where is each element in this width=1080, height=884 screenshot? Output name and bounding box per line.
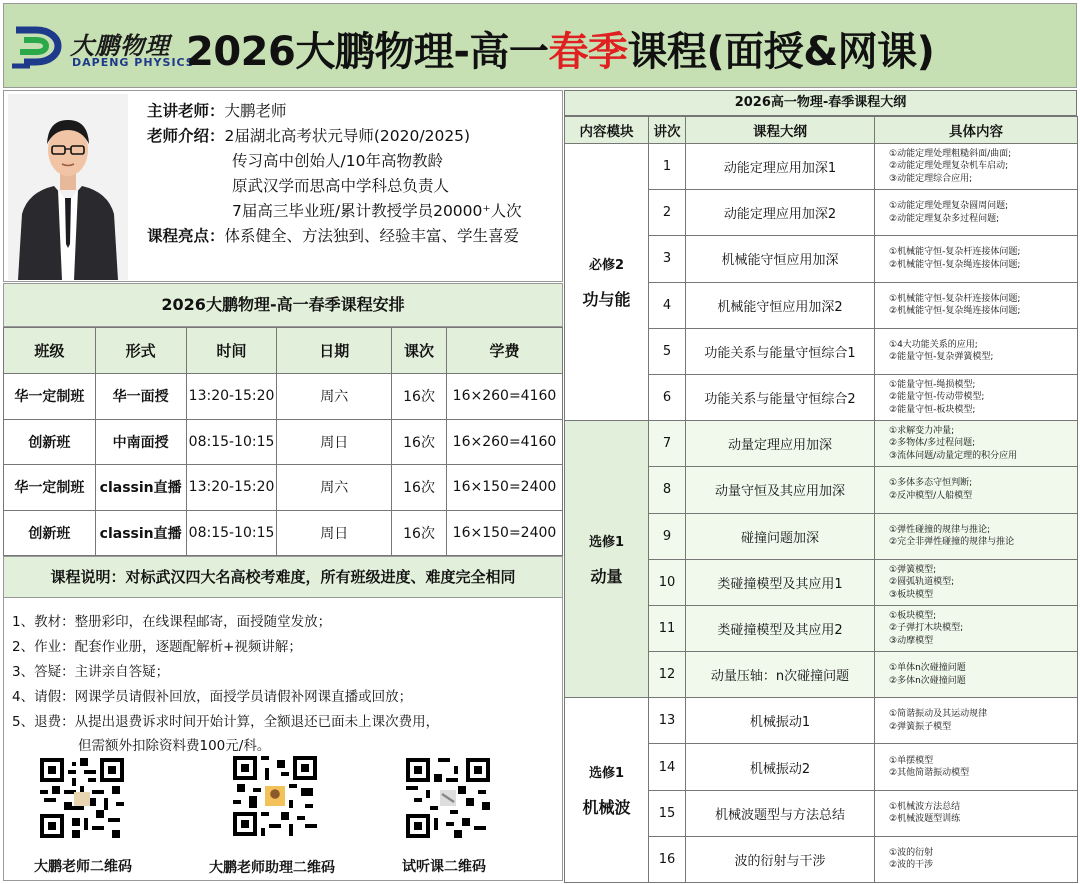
class-cell: 华一定制班 (4, 374, 96, 420)
content-item: ①求解变力冲量; (889, 425, 955, 436)
lesson-outline: 波的衍射与干涉 (686, 836, 875, 882)
teacher-intro-line-3: 原武汉学而思高中学科总负责人 (232, 177, 450, 195)
schedule-header-row (4, 328, 563, 374)
lesson-number: 1 (649, 144, 686, 190)
content-item: ①能量守恒-绳损模型; (889, 379, 976, 390)
module-name: 动量 (590, 567, 623, 587)
schedule-row (4, 465, 563, 511)
schedule-header-cell: 时间 (186, 328, 277, 374)
teacher-name-line (147, 99, 287, 121)
title-accent: 春季 (548, 29, 628, 75)
lesson-outline: 类碰撞模型及其应用2 (686, 605, 875, 651)
content-item: ①机械能守恒-复杂杆连接体问题; (889, 247, 1021, 258)
lesson-number: 5 (649, 328, 686, 374)
syllabus-table (564, 116, 1078, 883)
class-cell: 创新班 (4, 510, 96, 556)
content-item: ①机械波方法总结 (889, 801, 961, 812)
format-cell: classin直播 (95, 465, 186, 511)
sessions-cell: 16次 (392, 374, 447, 420)
content-item: ②机械能守恒-复杂绳连接体问题; (889, 259, 1021, 270)
lesson-outline: 动能定理应用加深1 (686, 144, 875, 190)
lesson-outline: 动能定理应用加深2 (686, 190, 875, 236)
time-cell: 08:15-10:15 (186, 419, 277, 465)
module-subtitle: 选修1 (588, 766, 625, 782)
teacher-name: 大鹏老师 (224, 102, 287, 120)
time-cell: 08:15-10:15 (186, 510, 277, 556)
content-item: ②其他简谐振动模型 (889, 768, 970, 779)
content-item: ①动能定理处理复杂圆周问题; (889, 201, 1009, 212)
module-name: 功与能 (582, 290, 631, 310)
sessions-cell: 16次 (392, 465, 447, 511)
content-item: ②多物体/多过程问题; (889, 438, 976, 449)
lesson-outline: 碰撞问题加深 (686, 513, 875, 559)
lesson-number: 14 (649, 744, 686, 790)
fee-cell: 16×150=2400 (447, 510, 563, 556)
lesson-content (875, 698, 1078, 744)
syllabus-header-cell: 课程大纲 (686, 117, 875, 144)
lesson-content (875, 144, 1078, 190)
content-item: ①板块模型; (889, 610, 937, 621)
schedule-title: 2026大鹏物理-高一春季课程安排 (3, 283, 563, 327)
content-item: ①波的衍射 (889, 847, 934, 858)
lesson-content (875, 467, 1078, 513)
fee-cell: 16×260=4160 (447, 374, 563, 420)
lesson-number: 16 (649, 836, 686, 882)
schedule-header-cell: 学费 (447, 328, 563, 374)
page-title (186, 20, 934, 77)
syllabus-row (565, 421, 1078, 467)
lesson-number: 13 (649, 698, 686, 744)
course-notes (3, 598, 563, 881)
lesson-content (875, 790, 1078, 836)
schedule-row (4, 374, 563, 420)
lesson-content (875, 744, 1078, 790)
content-item: ②反冲模型/人船模型 (889, 490, 973, 501)
qr-label: 试听课二维码 (402, 859, 486, 875)
teacher-intro-line-4: 7届高三毕业班/累计教授学员20000⁺人次 (232, 202, 522, 220)
content-item: ②动能定理处理复杂机车启动; (889, 161, 1009, 172)
content-item: ②能量守恒-复杂弹簧模型; (889, 352, 994, 363)
content-item: ②弹簧振子模型 (889, 721, 952, 732)
note-item: 3、答疑：主讲亲自答疑； (12, 664, 170, 680)
lesson-number: 11 (649, 605, 686, 651)
syllabus-header-cell: 讲次 (649, 117, 686, 144)
content-item: ①简谐振动及其运动规律 (889, 709, 988, 720)
module-cell (565, 421, 649, 698)
module-subtitle: 必修2 (588, 258, 625, 274)
day-cell: 周六 (277, 465, 392, 511)
schedule-header-cell: 日期 (277, 328, 392, 374)
fee-cell: 16×150=2400 (447, 465, 563, 511)
teacher-intro-text: 2届湖北高考状元导师(2020/2025) (224, 127, 471, 145)
note-item: 1、教材：整册彩印，在线课程邮寄，面授随堂发放； (12, 614, 332, 630)
lesson-outline: 机械振动1 (686, 698, 875, 744)
class-cell: 创新班 (4, 419, 96, 465)
lesson-content (875, 421, 1078, 467)
teacher-intro-line-1 (147, 124, 470, 146)
content-item: ①机械能守恒-复杂杆连接体问题; (889, 293, 1021, 304)
lesson-number: 4 (649, 282, 686, 328)
content-item: ②圆弧轨道模型; (889, 577, 955, 588)
note-item: 5、退费：从提出退费诉求时间开始计算，全额退还已面未上课次费用， (12, 714, 440, 730)
lesson-number: 6 (649, 374, 686, 420)
time-cell: 13:20-15:20 (186, 465, 277, 511)
teacher-intro-line-2: 传习高中创始人/10年高物教龄 (232, 152, 443, 170)
day-cell: 周日 (277, 510, 392, 556)
lesson-outline: 机械能守恒应用加深 (686, 236, 875, 282)
content-item: ②子弹打木块模型; (889, 623, 964, 634)
lesson-number: 7 (649, 421, 686, 467)
lesson-number: 15 (649, 790, 686, 836)
module-subtitle: 选修1 (588, 535, 625, 551)
note-item: 但需额外扣除资料费100元/科。 (78, 738, 271, 754)
teacher-name-label: 主讲老师： (147, 102, 225, 120)
content-item: ①弹性碰撞的规律与推论; (889, 524, 991, 535)
day-cell: 周六 (277, 374, 392, 420)
schedule-header-cell: 课次 (392, 328, 447, 374)
lesson-number: 3 (649, 236, 686, 282)
lesson-content (875, 190, 1078, 236)
lesson-number: 8 (649, 467, 686, 513)
lesson-outline: 类碰撞模型及其应用1 (686, 559, 875, 605)
schedule-row (4, 419, 563, 465)
note-item: 4、请假：网课学员请假补回放，面授学员请假补网课直播或回放； (12, 689, 413, 705)
teacher-intro-label: 老师介绍： (147, 127, 225, 145)
teacher-portrait-icon (8, 94, 128, 280)
module-cell (565, 698, 649, 883)
day-cell: 周日 (277, 419, 392, 465)
lesson-number: 2 (649, 190, 686, 236)
lesson-content (875, 652, 1078, 698)
page-header (3, 3, 1077, 88)
schedule-header-cell: 形式 (95, 328, 186, 374)
lesson-content (875, 282, 1078, 328)
course-notes-title: 课程说明：对标武汉四大名高校考难度，所有班级进度、难度完全相同 (3, 556, 563, 598)
lesson-outline: 功能关系与能量守恒综合2 (686, 374, 875, 420)
content-item: ①单体n次碰撞问题 (889, 663, 966, 674)
content-item: ③流体问题/动量定理的积分应用 (889, 450, 1018, 461)
lesson-outline: 动量压轴：n次碰撞问题 (686, 652, 875, 698)
lesson-content (875, 328, 1078, 374)
lesson-content (875, 513, 1078, 559)
content-item: ③板块模型 (889, 589, 934, 600)
syllabus-header-cell: 具体内容 (875, 117, 1078, 144)
syllabus-header-cell: 内容模块 (565, 117, 649, 144)
syllabus-row (565, 698, 1078, 744)
qr-code-icon[interactable] (40, 758, 124, 838)
lesson-number: 10 (649, 559, 686, 605)
syllabus-title: 2026高一物理-春季课程大纲 (564, 90, 1077, 116)
lesson-content (875, 836, 1078, 882)
logo-chinese-text: 大鹏物理 (70, 32, 170, 60)
lesson-outline: 功能关系与能量守恒综合1 (686, 328, 875, 374)
sessions-cell: 16次 (392, 510, 447, 556)
qr-code-icon[interactable] (406, 758, 490, 838)
class-cell: 华一定制班 (4, 465, 96, 511)
lesson-outline: 动量定理应用加深 (686, 421, 875, 467)
lesson-outline: 机械能守恒应用加深2 (686, 282, 875, 328)
lesson-outline: 机械振动2 (686, 744, 875, 790)
teacher-section (3, 90, 563, 282)
schedule-header-cell: 班级 (4, 328, 96, 374)
content-item: ②机械波题型训练 (889, 814, 961, 825)
syllabus-row (565, 144, 1078, 190)
highlight-text: 体系健全、方法独到、经验丰富、学生喜爱 (224, 227, 520, 245)
qr-code-icon[interactable] (233, 756, 317, 836)
content-item: ②机械能守恒-复杂绳连接体问题; (889, 306, 1021, 317)
lesson-content (875, 374, 1078, 420)
title-part1: 2026大鹏物理-高一 (186, 29, 549, 75)
content-item: ①多体多态守恒判断; (889, 478, 973, 489)
note-item: 2、作业：配套作业册，逐题配解析+视频讲解； (12, 639, 302, 655)
qr-label: 大鹏老师助理二维码 (209, 860, 335, 876)
dapeng-logo (10, 22, 195, 74)
teacher-photo (8, 94, 128, 280)
schedule-table (3, 327, 563, 556)
content-item: ①4大功能关系的应用; (889, 339, 978, 350)
qr-label: 大鹏老师二维码 (34, 859, 132, 875)
content-item: ②完全非弹性碰撞的规律与推论 (889, 537, 1015, 548)
content-item: ②多体n次碰撞问题 (889, 675, 966, 686)
dapeng-logo-icon (10, 22, 66, 70)
format-cell: classin直播 (95, 510, 186, 556)
lesson-content (875, 605, 1078, 651)
module-name: 机械波 (582, 798, 631, 818)
content-item: ②能量守恒-板块模型; (889, 404, 976, 415)
content-item: ①动能定理处理粗糙斜面/曲面; (889, 148, 1012, 159)
format-cell: 华一面授 (95, 374, 186, 420)
highlight-label: 课程亮点： (147, 227, 225, 245)
content-item: ②能量守恒-传动带模型; (889, 392, 985, 403)
syllabus-header-row (565, 117, 1078, 144)
content-item: ①单摆模型 (889, 755, 934, 766)
content-item: ②动能定理复杂多过程问题; (889, 213, 1000, 224)
content-item: ②波的干涉 (889, 860, 934, 871)
lesson-outline: 动量守恒及其应用加深 (686, 467, 875, 513)
fee-cell: 16×260=4160 (447, 419, 563, 465)
sessions-cell: 16次 (392, 419, 447, 465)
lesson-outline: 机械波题型与方法总结 (686, 790, 875, 836)
lesson-number: 12 (649, 652, 686, 698)
content-item: ③动能定理综合应用; (889, 173, 973, 184)
time-cell: 13:20-15:20 (186, 374, 277, 420)
format-cell: 中南面授 (95, 419, 186, 465)
logo-english-text: DAPENG PHYSICS (72, 56, 195, 69)
lesson-content (875, 236, 1078, 282)
title-part2: 课程(面授&网课) (627, 29, 935, 75)
schedule-row (4, 510, 563, 556)
course-highlight-line (147, 224, 519, 246)
module-cell (565, 144, 649, 421)
lesson-content (875, 559, 1078, 605)
lesson-number: 9 (649, 513, 686, 559)
content-item: ①弹簧模型; (889, 564, 937, 575)
content-item: ③动摩模型 (889, 635, 934, 646)
